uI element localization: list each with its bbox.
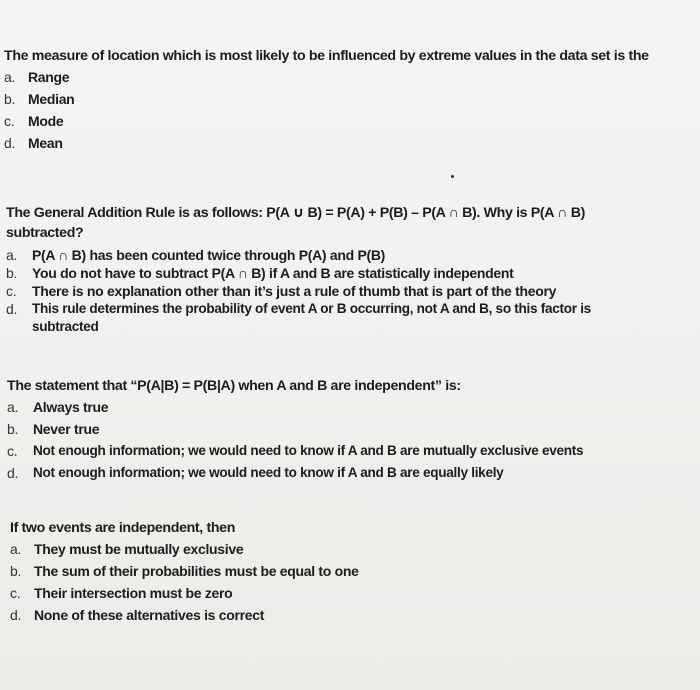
question-1-option-c [4,110,700,132]
question-2-option-a [6,246,700,264]
option-letter: b. [4,91,16,107]
question-3-option-d [7,462,700,484]
option-letter: a. [6,247,18,263]
question-2 [0,203,700,336]
option-letter: b. [7,421,19,437]
question-2-option-b [6,264,700,282]
option-text: P(A ∩ B) has been counted twice through P(A) and P(B) [32,247,386,263]
stray-dot-mark [451,175,454,178]
question-4 [0,518,700,626]
option-letter: b. [6,265,18,281]
question-2-option-d [6,300,700,336]
option-text: You do not have to subtract P(A ∩ B) if A and B are statistically independent [32,265,514,281]
question-1-option-b [4,88,700,110]
option-text: Not enough information; we would need to know if A and B are equally likely [33,465,504,480]
question-2-stem: The General Addition Rule is as follows: P(A ∪ B) = P(A) + P(B) – P(A ∩ B). Why is P(A ∩ B) subtracted? [6,205,586,241]
question-4-option-b [10,560,700,582]
option-letter: d. [10,607,22,623]
option-letter: a. [10,541,22,557]
option-letter: c. [4,113,15,129]
option-text: Their intersection must be zero [34,585,233,601]
question-1-option-d [4,132,700,154]
option-text: Never true [33,421,100,437]
option-letter: c. [6,283,17,299]
option-text: They must be mutually exclusive [34,541,244,557]
option-text: There is no explanation other than it’s just a rule of thumb that is part of the theory [32,283,557,299]
option-text: Range [28,69,70,85]
option-text: Mode [28,113,64,129]
option-text: None of these alternatives is correct [34,607,265,623]
question-2-option-c [6,282,700,300]
option-text: Mean [28,135,63,151]
option-text: Not enough information; we would need to know if A and B are mutually exclusive events [33,443,584,458]
question-4-stem: If two events are independent, then [10,520,236,536]
question-1-stem: The measure of location which is most likely to be influenced by extreme values in the data set is the [4,48,649,64]
question-1 [0,46,700,154]
question-1-option-a [4,66,700,88]
option-letter: b. [10,563,22,579]
option-text: Always true [33,399,109,415]
option-letter: a. [7,399,19,415]
question-3-option-a [7,396,700,418]
question-3-option-c [7,440,700,462]
option-letter: c. [10,585,21,601]
option-letter: d. [6,301,18,317]
option-text: Median [28,91,75,107]
option-letter: d. [4,135,16,151]
option-text: This rule determines the probability of event A or B occurring, not A and B, so this factor is subtracted [32,301,591,334]
option-letter: d. [7,465,19,481]
question-4-option-a [10,538,700,560]
option-letter: c. [7,443,18,459]
option-letter: a. [4,69,16,85]
question-3 [0,376,700,484]
question-3-option-b [7,418,700,440]
option-text: The sum of their probabilities must be equal to one [34,563,359,579]
question-3-stem: The statement that “P(A|B) = P(B|A) when A and B are independent” is: [7,378,461,394]
question-4-option-c [10,582,700,604]
question-4-option-d [10,604,700,626]
